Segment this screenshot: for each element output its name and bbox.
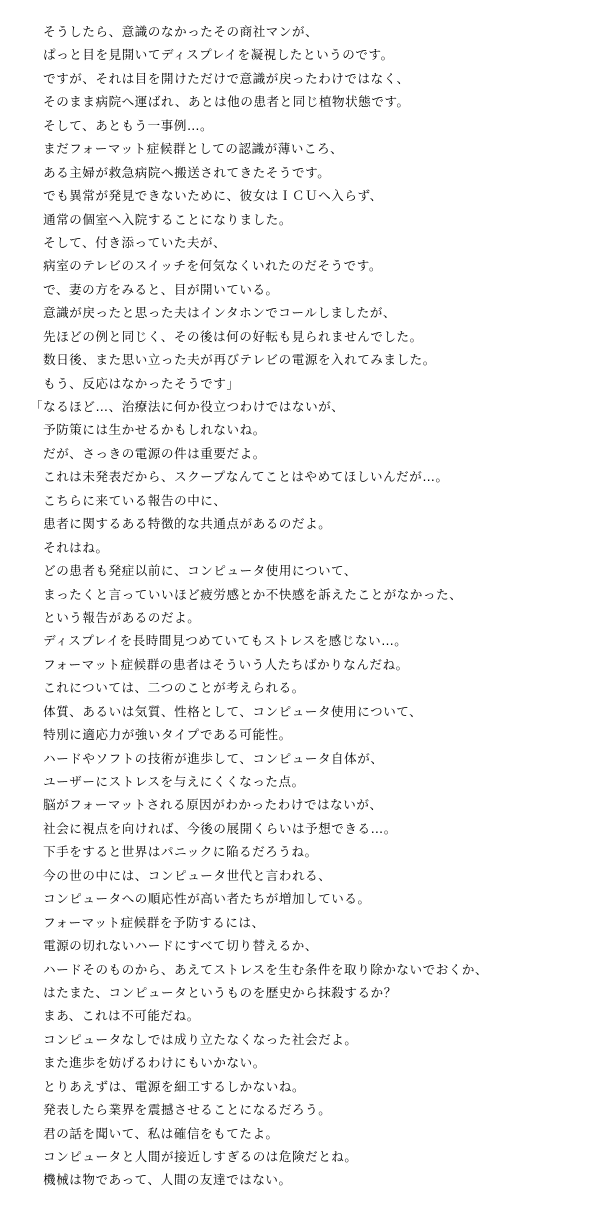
text-line: これは未発表だから、スクープなんてことはやめてほしいんだが…。 (30, 469, 449, 485)
text-line: それはね。 (30, 539, 109, 555)
text-line: 社会に視点を向ければ、今後の展開くらいは予想できる…。 (30, 820, 397, 836)
text-line: フォーマット症候群の患者はそういう人たちばかりなんだね。 (30, 656, 409, 672)
text-line: はたまた、コンピュータというものを歴史から抹殺するか？ (30, 984, 397, 1000)
text-line: とりあえずは、電源を細工するしかないね。 (30, 1078, 306, 1094)
text-line: ですが、それは目を開けただけで意識が戻ったわけではなく、 (30, 70, 410, 86)
text-line: 意識が戻ったと思った夫はインタホンでコールしましたが、 (30, 305, 397, 321)
text-line: でも異常が発見できないために、彼女はＩＣＵへ入らず、 (30, 188, 383, 204)
text-line: 特別に適応力が強いタイプである可能性。 (30, 727, 292, 743)
text-line: だが、さっきの電源の件は重要だよ。 (30, 445, 266, 461)
text-line: ユーザーにストレスを与えにくくなった点。 (30, 774, 305, 789)
text-line: 君の話を聞いて、私は確信をもてたよ。 (30, 1125, 279, 1141)
text-line: もう、反応はなかったそうです」 (30, 375, 240, 391)
text-line: 脳がフォーマットされる原因がわかったわけではないが、 (30, 797, 383, 813)
text-line: 体質、あるいは気質、性格として、コンピュータ使用について、 (30, 703, 423, 719)
body-text (30, 20, 600, 1192)
text-line: 下手をすると世界はパニックに陥るだろうね。 (30, 844, 318, 860)
text-line: ぱっと目を見開いてディスプレイを凝視したというのです。 (30, 47, 394, 63)
text-line: ディスプレイを長時間見つめていてもストレスを感じない…。 (30, 633, 408, 649)
text-line: これについては、二つのことが考えられる。 (30, 680, 305, 696)
text-line: 先ほどの例と同じく、その後は何の好転も見られませんでした。 (30, 328, 423, 344)
text-line: 患者に関するある特徴的な共通点があるのだよ。 (30, 516, 332, 532)
text-line: 数日後、また思い立った夫が再びテレビの電源を入れてみました。 (30, 352, 436, 368)
text-line: まあ、これは不可能だね。 (30, 1008, 200, 1024)
text-line: ハードそのものから、あえてストレスを生む条件を取り除かないでおくか、 (30, 961, 489, 977)
text-line: 病室のテレビのスイッチを何気なくいれたのだそうです。 (30, 258, 382, 274)
text-line: そして、あともう一事例…。 (30, 117, 214, 133)
text-line: 今の世の中には、コンピュータ世代と言われる、 (30, 867, 332, 883)
text-line: また進歩を妨げるわけにもいかない。 (30, 1055, 266, 1071)
text-line: コンピュータなしでは成り立たなくなった社会だよ。 (30, 1031, 358, 1047)
text-line: フォーマット症候群を予防するには、 (30, 914, 265, 930)
text-line: まだフォーマット症候群としての認識が薄いころ、 (30, 141, 344, 157)
text-line: で、妻の方をみると、目が開いている。 (30, 281, 279, 297)
text-line: どの患者も発症以前に、コンピュータ使用について、 (30, 563, 358, 579)
text-line: ハードやソフトの技術が進歩して、コンピュータ自体が、 (30, 750, 384, 766)
text-line: コンピュータと人間が接近しすぎるのは危険だとね。 (30, 1149, 358, 1164)
text-line: 予防策には生かせるかもしれないね。 (30, 422, 266, 438)
text-line: 「なるほど…、治療法に何か役立つわけではないが、 (30, 399, 345, 414)
text-line: 電源の切れないハードにすべて切り替えるか、 (30, 938, 318, 954)
text-line: そして、付き添っていた夫が、 (30, 234, 227, 250)
text-line: 発表したら業界を震撼させることになるだろう。 (30, 1102, 332, 1118)
text-line: 機械は物であって、人間の友達ではない。 (30, 1172, 292, 1188)
text-line: という報告があるのだよ。 (30, 609, 201, 625)
text-line: 通常の個室へ入院することになりました。 (30, 211, 293, 227)
text-line: こちらに来ている報告の中に、 (30, 492, 227, 508)
text-line: ある主婦が救急病院へ搬送されてきたそうです。 (30, 164, 331, 180)
text-line: コンピュータへの順応性が高い者たちが増加している。 (30, 891, 371, 907)
text-line: そのまま病院へ運ばれ、あとは他の患者と同じ植物状態です。 (30, 94, 410, 110)
text-line: そうしたら、意識のなかったその商社マンが、 (30, 24, 319, 39)
text-line: まったくと言っていいほど疲労感とか不快感を訴えたことがなかった、 (30, 586, 463, 602)
